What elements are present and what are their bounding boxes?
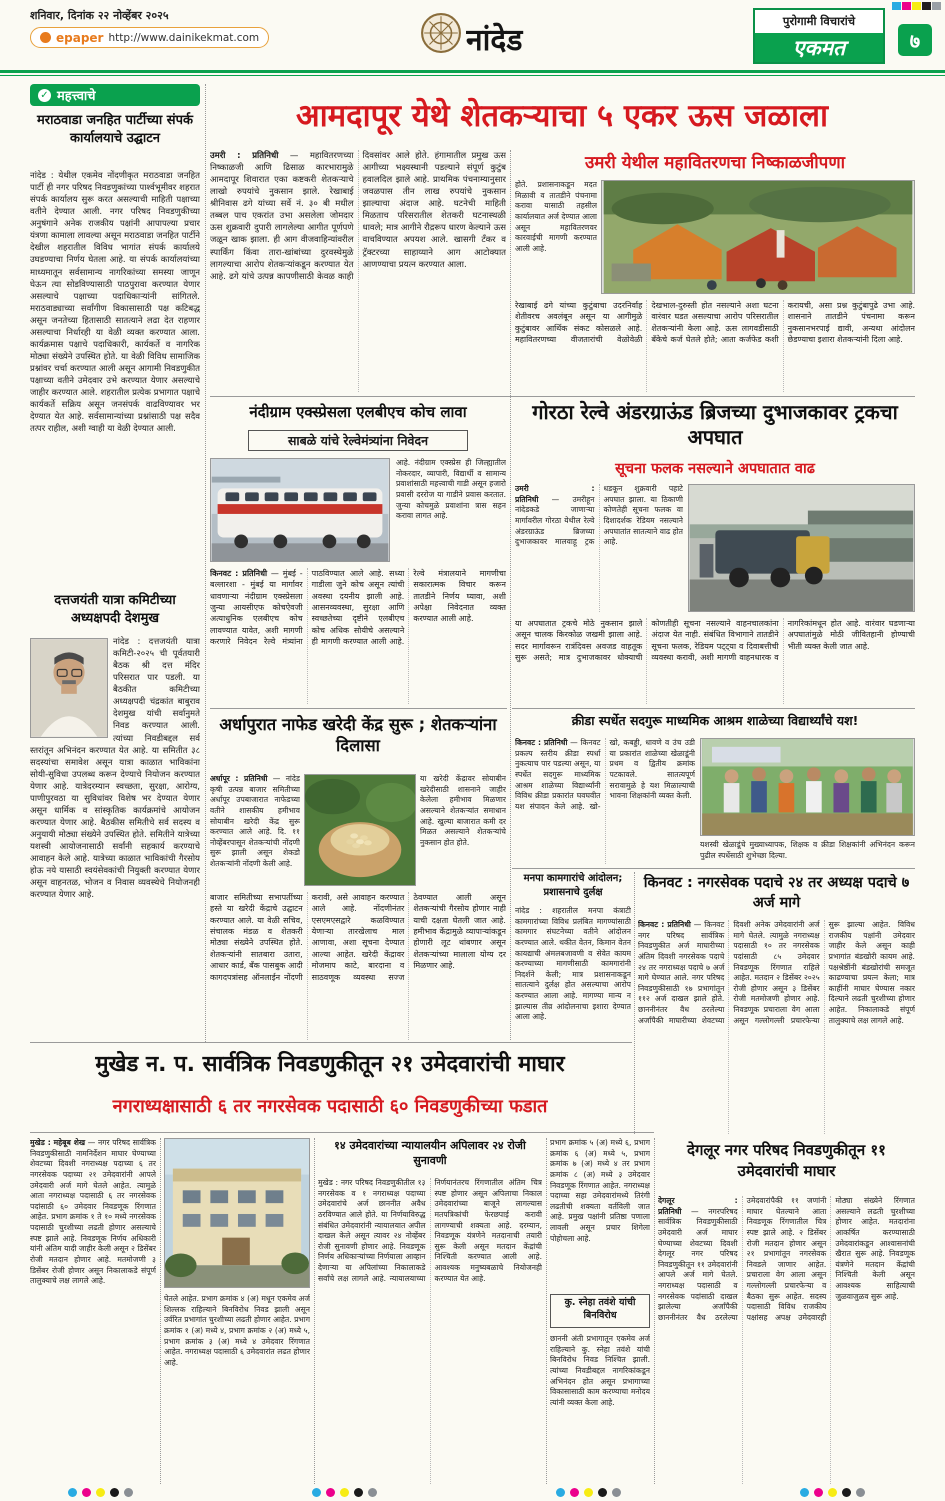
ardhapur-body-a: अर्धापूर : प्रतिनिधी — नांदेड कृषी उत्पन्न बाजार समितीच्या अर्धापूर उपबाजारात नाफेडच्या वतीने शासकीय हमीभाव सोयाबीन खरेदी केंद्र सुरू करण्यात आले आहे. दि. ११ नोव्हेंबरपासून शेतकऱ्यांची नोंदणी सुरू झाली असून शेकडो शेतकऱ्यांनी नोंदणी केली आहे. [210,774,300,868]
column-divider [654,1138,655,1484]
gortha-dateline: उमरी : प्रतिनिधी [515,484,595,504]
manpa-crosshead: मनपा कामगारांचे आंदोलन; प्रशासनाचे दुर्लक्ष [523,873,623,898]
municipal-building-photo [164,1138,310,1288]
ardhapur-headline: अर्धापुरात नाफेड खरेदी केंद्र सुरू ; शेतकऱ्यांना दिलासा [219,715,497,756]
mukhed-headline: मुखेड न. प. सार्वत्रिक निवडणुकीतून २१ उमेदवारांची माघार [95,1052,565,1077]
nandigram-headline: नंदीग्राम एक्स्प्रेसला एलबीएच कोच लावा [249,403,467,421]
lead-body-bottom: रेखाबाई ढगे यांच्या कुटुंबाचा उदरनिर्वाह शेतीवरच अवलंबून असून या आगीमुळे कुटुंबावर आर्थिक संकट कोसळले आहे. महावितरणच्या वीजतारांची वेळोवेळी देखभाल-दुरुस्ती होत नसल्याने अशा घटना वारंवार घडत असल्याचा आरोप परिसरातील शेतकऱ्यांनी केला आहे. ऊस लागवडीसाठी बँकेचे कर्ज घेतले होते; आता कर्जफेड कशी करायची, असा प्रश्न कुटुंबापुढे उभा आहे. शासनाने तातडीने पंचनामा करून नुकसानभरपाई द्यावी, अन्यथा आंदोलन छेडण्याचा इशारा शेतकऱ्यांनी दिला आहे. [515,301,915,345]
masthead-brand-box [753,8,885,64]
brand-tagline: पुरोगामी विचारांचे [782,14,856,28]
lead-body-left-text: महावितरणच्या निष्काळजी आणि ढिसाळ कारभारामुळे आमदापूर शिवारात एका कष्टकरी शेतकऱ्याचे लाखो रुपयांचे नुकसान झाले. रेखाबाई श्रीनिवास ढगे यांच्या सर्वे नं. ३० बी मधील तब्बल पाच एकरांत उभा असलेला जोमदार ऊस शुक्रवारी दुपारी लागलेल्या आगीत पूर्णपणे जळून खाक झाला. ही आग वीजवाहिन्यांवरील स्पार्किंग किंवा तारा-खांबांच्या दुरवस्थेमुळे लागल्याचा आरोप शेतकऱ्यांकडून करण्यात येत आहे. ढगे यांचे उत्पन्न कापणीसाठी केवळ काही दिवसांवर आले होते. हंगामातील प्रमुख ऊस आगीच्या भक्ष्यस्थानी पडल्याने संपूर्ण कुटुंब हवालदिल झाले आहे. प्राथमिक पंचनाम्यानुसार जवळपास तीन लाख रुपयांचे नुकसान झाल्याचा अंदाज आहे. घटनेची माहिती मिळताच परिसरातील शेतकरी घटनास्थळी धावले; मात्र आगीने रौद्ररूप धारण केल्याने ऊस वाचविण्यात अपयश आले. खासगी टँकर व ट्रॅक्टरच्या साहाय्याने आग आटोक्यात आणण्याचा प्रयत्न करण्यात आला. [210,151,506,282]
sidebar-section-tab [30,84,200,106]
gortha-body-left-text: उमरीहून नांदेडकडे जाणाऱ्या मार्गावरील गोरठा येथील रेल्वे अंडरग्राऊंड ब्रिजच्या दुभाजकावर मालवाहू ट्रक धडकून शुक्रवारी पहाटे अपघात झाला. या ठिकाणी कोणतेही सूचना फलक वा दिशादर्शक रेडियम नसल्याने अपघातांत सातत्याने वाढ होत आहे. [515,484,683,547]
page-number: ७ [898,24,932,56]
kinwat-body-text: किनवट नगर परिषद सार्वत्रिक निवडणुकीत अर्ज माघारीच्या अंतिम दिवशी नगरसेवक पदाचे २४ तर नगराध्यक्ष पदाचे ७ अर्ज मागे घेण्यात आले. नगर परिषद निवडणुकीसाठी १७ प्रभागांतून ११२ अर्ज दाखल झाले होते. छाननीनंतर वैध ठरलेल्या अर्जांपैकी माघारीच्या शेवटच्या दिवशी अनेक उमेदवारांनी अर्ज मागे घेतले. त्यामुळे नगराध्यक्ष पदासाठी १० तर नगरसेवक पदांसाठी ८५ उमेदवार निवडणूक रिंगणात राहिले आहेत. मतदान २ डिसेंबर २०२५ रोजी होणार असून ३ डिसेंबर रोजी मतमोजणी होणार आहे. निवडणूक प्रचाराला वेग आला असून गल्लोगल्ली प्रचारफेऱ्या सुरू झाल्या आहेत. विविध राजकीय पक्षांनी उमेदवार जाहीर केले असून काही प्रभागांत बंडखोरी कायम आहे. पक्षश्रेष्ठींनी बंडखोरांची समजूत काढण्याचा प्रयत्न केला; मात्र काहींनी माघार घेण्यास नकार दिल्याने लढती चुरशीच्या होणार आहेत. निकालाकडे संपूर्ण तालुक्याचे लक्ष लागले आहे. [638,920,915,1025]
column-divider [160,1138,161,1484]
column-divider [634,872,635,1134]
lead-dateline: उमरी : प्रतिनिधी [210,151,279,161]
sneha-crosshead: कु. स्नेहा तवंशे यांची बिनविरोध [550,1294,650,1328]
nandigram-dateline: किनवट : प्रतिनिधी [210,569,268,578]
gortha-headline: गोरठा रेल्वे अंडरग्राऊंड ब्रिजच्या दुभाजकावर ट्रकचा अपघात [532,400,898,449]
nandigram-subhead: साबळे यांचे रेल्वेमंत्र्यांना निवेदन [248,430,468,451]
section-divider [512,868,915,869]
column-divider [510,150,511,1040]
degloor-body: देगलूर : प्रतिनिधी — नगरपरिषद सार्वत्रिक निवडणुकीसाठी उमेदवारी अर्ज माघार घेण्याच्या शेवटच्या दिवशी देगलूर नगर परिषद निवडणुकीतून ११ उमेदवारांनी आपले अर्ज मागे घेतले. नगराध्यक्ष पदासाठी व नगरसेवक पदांसाठी दाखल झालेल्या अर्जांपैकी छाननीनंतर वैध ठरलेल्या उमेदवारांपैकी ११ जणांनी माघार घेतल्याने आता निवडणूक रिंगणातील चित्र स्पष्ट झाले आहे. २ डिसेंबर रोजी मतदान होणार असून २१ प्रभागांतून नगरसेवक निवडले जाणार आहेत. प्रचाराला वेग आला असून गल्लोगल्ली प्रचारफेऱ्या व बैठका सुरू आहेत. सदस्य पदासाठी विविध राजकीय पक्षांसह अपक्ष उमेदवारही मोठ्या संख्येने रिंगणात असल्याने लढती चुरशीच्या होणार आहेत. मतदारांना आकर्षित करण्यासाठी उमेदवारांकडून आश्वासनांची खैरात सुरू आहे. निवडणूक यंत्रणेने मतदान केंद्रांची निश्चिती केली असून आवश्यक साहित्याची जुळवाजुळव सुरू आहे. [658,1196,915,1322]
mukhed-body-b: घेतले आहेत. प्रभाग क्रमांक ४ (अ) मधून एकमेव अर्ज शिल्लक राहिल्याने बिनविरोध निवड झाली असून उर्वरित प्रभागांत चुरशीच्या लढती होणार आहेत. प्रभाग क्रमांक १ (अ) मध्ये ४, प्रभाग क्रमांक २ (अ) मध्ये ५, प्रभाग क्रमांक ३ (अ) मध्ये ४ उमेदवार रिंगणात आहेत. नगराध्यक्ष पदासाठी ६ उमेदवारांत लढत होणार आहे. [164,1294,310,1367]
sidebar-article2-text: नांदेड : दत्तजयंती यात्रा कमिटी-२०२५ ची पूर्वतयारी बैठक श्री दत्त मंदिर परिसरात पार पडली. या बैठकीत कमिटीच्या अध्यक्षपदी चंद्रकांत बाबुराव देशमुख यांची सर्वानुमते निवड करण्यात आली. त्यांच्या निवडीबद्दल सर्व स्तरांतून अभिनंदन करण्यात येत आहे. या समितीत ३८ सदस्यांचा समावेश असून यात्रा काळात भाविकांना सोयी-सुविधा उपलब्ध करून देण्याचे नियोजन करण्यात येणार आहे. यात्रेदरम्यान स्वच्छता, सुरक्षा, आरोग्य, पाणीपुरवठा या सुविधांवर विशेष भर देण्यात येणार असून धार्मिक व सांस्कृतिक कार्यक्रमांचे आयोजन करण्यात येणार आहे. बैठकीस समितीचे सर्व सदस्य व अनुयायी मोठ्या संख्येने उपस्थित होते. समितीने यात्रेच्या यशस्वी आयोजनासाठी सर्वांनी सहकार्य करण्याचे आवाहन केले आहे. यात्रेच्या काळात भाविकांची गैरसोय होऊ नये यासाठी स्वयंसेवकांची नियुक्ती करण्यात येणार असून वाहनतळ, भोजन व निवास व्यवस्थेचे नियोजनही करण्यात येणार आहे. [30,637,200,901]
sports-award-photo [700,738,915,836]
ardhapur-dateline: अर्धापूर : प्रतिनिधी [210,774,268,783]
sidebar-article2-headline: दत्तजयंती यात्रा कमिटीच्या अध्यक्षपदी देशमुख [54,593,176,626]
sidebar-section-title: महत्त्वाचे [57,89,96,104]
krida-dateline: किनवट : प्रतिनिधी [515,738,568,747]
nandigram-body: किनवट : प्रतिनिधी — मुंबई - बल्लारशा - मुंबई या मार्गावर धावणाऱ्या नंदीग्राम एक्स्प्रेसला जुन्या आयसीएफ कोचऐवजी अत्याधुनिक एलबीएच कोच लावण्यात यावेत, अशी मागणी करणारे निवेदन रेल्वे मंत्र्यांना पाठविण्यात आले आहे. सध्या गाडीला जुने कोच असून त्यांची अवस्था दयनीय झाली आहे. आसनव्यवस्था, सुरक्षा आणि स्वच्छतेच्या दृष्टीने एलबीएच कोच अधिक सोयीचे असल्याने ही मागणी करण्यात आली आहे. रेल्वे मंत्रालयाने मागणीचा सकारात्मक विचार करून तातडीने निर्णय घ्यावा, अशी अपेक्षा निवेदनात व्यक्त करण्यात आली आहे. [210,569,506,647]
section-divider [210,396,915,397]
court-crosshead: १४ उमेदवारांच्या न्यायालयीन अपिलावर २४ रोजी सुनावणी [334,1139,526,1168]
ardhapur-body-b: या खरेदी केंद्रावर सोयाबीन खरेदीसाठी शासनाने जाहीर केलेला हमीभाव मिळणार असल्याने शेतकऱ्यांत समाधान आहे. खुल्या बाजारात कमी दर मिळत असल्याने शेतकऱ्यांचे नुकसान होत होते. [420,774,506,847]
krida-body: किनवट : प्रतिनिधी — किनवट प्रकल्प स्तरीय क्रीडा स्पर्धा नुकत्याच पार पडल्या असून, या स्पर्धेत सदगुरू माध्यमिक आश्रम शाळेच्या विद्यार्थ्यांनी विविध क्रीडा प्रकारांत घवघवीत यश संपादन केले आहे. खो-खो, कबड्डी, धावणे व उंच उडी या प्रकारांत शाळेच्या खेळाडूंनी प्रथम व द्वितीय क्रमांक पटकावले. सातत्यपूर्ण सरावामुळे हे यश मिळाल्याची भावना शिक्षकांनी व्यक्त केली. [515,738,695,811]
kinwat-body: किनवट : प्रतिनिधी — किनवट नगर परिषद सार्वत्रिक निवडणुकीत अर्ज माघारीच्या अंतिम दिवशी नगरसेवक पदाचे २४ तर नगराध्यक्ष पदाचे ७ अर्ज मागे घेण्यात आले. नगर परिषद निवडणुकीसाठी १७ प्रभागांतून ११२ अर्ज दाखल झाले होते. छाननीनंतर वैध ठरलेल्या अर्जांपैकी माघारीच्या शेवटच्या दिवशी अनेक उमेदवारांनी अर्ज मागे घेतले. त्यामुळे नगराध्यक्ष पदासाठी १० तर नगरसेवक पदांसाठी ८५ उमेदवार निवडणूक रिंगणात राहिले आहेत. मतदान २ डिसेंबर २०२५ रोजी होणार असून ३ डिसेंबर रोजी मतमोजणी होणार आहे. निवडणूक प्रचाराला वेग आला असून गल्लोगल्ली प्रचारफेऱ्या सुरू झाल्या आहेत. विविध राजकीय पक्षांनी उमेदवार जाहीर केले असून काही प्रभागांत बंडखोरी कायम आहे. पक्षश्रेष्ठींनी बंडखोरांची समजूत काढण्याचा प्रयत्न केला; मात्र काहींनी माघार घेण्यास नकार दिल्याने लढती चुरशीच्या होणार आहेत. निकालाकडे संपूर्ण तालुक्याचे लक्ष लागले आहे. [638,920,915,1025]
mukhed-body-d: प्रभाग क्रमांक ५ (अ) मध्ये ६, प्रभाग क्रमांक ६ (अ) मध्ये ५, प्रभाग क्रमांक ७ (अ) मध्ये ४ तर प्रभाग क्रमांक ८ (अ) मध्ये ३ उमेदवार निवडणूक रिंगणात आहेत. नगराध्यक्ष पदाच्या सहा उमेदवारांमध्ये तिरंगी लढतीची शक्यता वर्तविली जात आहे. प्रमुख पक्षांनी प्रतिष्ठा पणाला लावली असून प्रचार शिगेला पोहोचला आहे. [550,1138,650,1243]
globe-icon [40,32,51,43]
ardhapur-body-bottom: बाजार समितीच्या सभापतींच्या हस्ते या खरेदी केंद्राचे उद्घाटन करण्यात आले. या वेळी सचिव, संचालक मंडळ व शेतकरी मोठ्या संख्येने उपस्थित होते. शेतकऱ्यांनी सातबारा उतारा, आधार कार्ड, बँक पासबुक आदी कागदपत्रांसह ऑनलाईन नोंदणी करावी, असे आवाहन करण्यात आले आहे. नोंदणीनंतर एसएमएसद्वारे कळविण्यात येणाऱ्या तारखेलाच माल आणावा, अशा सूचना देण्यात आल्या आहेत. खरेदी केंद्रावर मोजमाप काटे, बारदाना व साठवणूक व्यवस्था सज्ज ठेवण्यात आली असून शेतकऱ्यांची गैरसोय होणार नाही याची दक्षता घेतली जात आहे. हमीभाव केंद्रामुळे व्यापाऱ्यांकडून होणारी लूट थांबणार असून शेतकऱ्यांच्या मालाला योग्य दर मिळणार आहे. [210,893,506,982]
section-divider [512,708,915,709]
masthead-rule-thin [0,75,945,76]
truck-accident-photo [688,484,915,612]
lead-body-side: होते. प्रशासनाकडून मदत मिळावी व तातडीने पंचनामा करावा यासाठी तहसील कार्यालयात अर्ज देण्यात आला असून महावितरणवर कारवाईची मागणी करण्यात आली आहे. [515,180,597,253]
registration-marks-bottom [800,1488,865,1497]
column-divider [314,1138,315,1484]
krida-body-under: यशस्वी खेळाडूंचे मुख्याध्यापक, शिक्षक व क्रीडा शिक्षकांनी अभिनंदन करून पुढील स्पर्धेसाठी शुभेच्छा दिल्या. [700,840,915,860]
epaper-label: epaper [56,30,104,45]
kinwat-headline: किनवट : नगरसेवक पदाचे २४ तर अध्यक्ष पदाचे ७ अर्ज मागे [643,875,910,911]
portrait-photo [30,638,108,738]
manpa-body: नांदेड : शहरातील मनपा कंत्राटी कामगारांच्या विविध प्रलंबित मागण्यांसाठी कामगार संघटनेच्या वतीने आंदोलन करण्यात आले. थकीत वेतन, किमान वेतन कायद्याची अंमलबजावणी व सेवेत कायम करण्याच्या मागणीसाठी कामगारांनी निदर्शने केली; मात्र प्रशासनाकडून सातत्याने दुर्लक्ष होत असल्याचा आरोप करण्यात आला आहे. मागण्या मान्य न झाल्यास तीव्र आंदोलनाचा इशारा देण्यात आला आहे. [515,906,631,1022]
mukhed-byline: मुखेड : महेबूब शेख [30,1138,86,1147]
masthead-emblem [420,12,462,54]
degloor-headline: देगलूर नगर परिषद निवडणुकीतून ११ उमेदवारांची माघार [687,1141,886,1180]
gortha-body-bottom: या अपघातात ट्रकचे मोठे नुकसान झाले असून चालक किरकोळ जखमी झाला आहे. सदर मार्गावरून रात्रंदिवस अवजड वाहतूक सुरू असते; मात्र दुभाजकावर धोक्याची कोणतीही सूचना नसल्याने वाहनचालकांना अंदाज येत नाही. संबंधित विभागाने तातडीने सूचना फलक, रेडियम पट्ट्या व दिवाबत्तीची व्यवस्था करावी, अशी मागणी वाहनधारक व नागरिकांमधून होत आहे. वारंवार घडणाऱ्या अपघातांमुळे मोठी जीवितहानी होण्याची भीती व्यक्त केली जात आहे. [515,619,915,663]
sidebar-article2-body [30,636,200,1040]
column-divider [205,84,206,1042]
mukhed-body-a-text: नगर परिषद सार्वत्रिक निवडणुकीसाठी नामनिर्देशन माघार घेण्याच्या शेवटच्या दिवशी नगराध्यक्ष पदाच्या ६ तर नगरसेवक पदाच्या २१ उमेदवारांनी आपले उमेदवारी अर्ज मागे घेतले आहेत. त्यामुळे आता नगराध्यक्ष पदासाठी ६ तर नगरसेवक पदांसाठी ६० उमेदवार निवडणूक रिंगणात आहेत. प्रभाग क्रमांक १ ते १० मध्ये नगरसेवक पदासाठी चुरशीच्या लढती होणार असल्याचे स्पष्ट झाले आहे. निवडणूक निर्णय अधिकारी यांनी अंतिम यादी जाहीर केली असून २ डिसेंबर रोजी मतदान होणार आहे. मतमोजणी ३ डिसेंबर रोजी होणार असून निकालाकडे संपूर्ण तालुक्याचे लक्ष लागले आहे. [30,1138,156,1286]
nandigram-body-side: आहे. नंदीग्राम एक्स्प्रेस ही जिल्ह्यातील नोकरदार, व्यापारी, विद्यार्थी व सामान्य प्रवाशांसाठी महत्त्वाची गाडी असून हजारो प्रवासी दररोज या गाडीने प्रवास करतात. जुन्या कोचमुळे प्रवाशांना त्रास सहन करावा लागत आहे. [396,458,506,521]
edition-title: नांदेड [466,23,523,58]
kinwat-dateline: किनवट : प्रतिनिधी [638,920,691,929]
sidebar-article1-body: नांदेड : येथील एकमेव नोंदणीकृत मराठवाडा जनहित पार्टी ही नगर परिषद निवडणुकांच्या पार्श्वभूमीवर शहरात संपर्क कार्यालय सुरू करत असल्याची माहिती पक्षाच्या वतीने देण्यात आली. नगर परिषद निवडणुकीच्या अनुषंगाने अनेक राजकीय पक्षांनी आपापल्या प्रचार यंत्रणा कामाला लावल्या असून मराठवाडा जनहित पार्टीने देखील शहरातील विविध भागांत संपर्क कार्यालये उघडण्याचा निर्णय घेतला आहे. या संपर्क कार्यालयांच्या माध्यमातून सर्वसामान्य नागरिकांच्या समस्या जाणून घेऊन त्या सोडविण्यासाठी पाठपुरावा करण्यात येणार असल्याचे पक्षाच्या पदाधिकाऱ्यांनी सांगितले. मराठवाड्याच्या सर्वांगीण विकासासाठी पक्ष कटिबद्ध असून जनतेच्या हितासाठी सातत्याने लढा देत राहणार असल्याचा निर्धारही या वेळी व्यक्त करण्यात आला. कार्यक्रमास पक्षाचे पदाधिकारी, कार्यकर्ते व नागरिक मोठ्या संख्येने उपस्थित होते. या वेळी विविध सामाजिक प्रश्नांवर चर्चा करण्यात आली असून आगामी निवडणुकीत पक्षाच्या वतीने उमेदवार उभे करण्यात येणार असल्याचे जाहीर करण्यात आले. शहरातील प्रत्येक प्रभागात पक्षाचे कार्यकर्ते सक्रिय असून जनसंपर्क वाढविण्यावर भर देण्यात येत आहे. सर्वसामान्यांच्या प्रश्नांसाठी पक्ष सदैव तत्पर राहील, अशी ग्वाही या वेळी देण्यात आली. [30,171,200,435]
sneha-body: छाननी अंती प्रभागातून एकमेव अर्ज राहिल्याने कु. स्नेहा तवंशे यांची बिनविरोध निवड निश्चित झाली. त्यांच्या निवडीबद्दल नागरिकांकडून अभिनंदन होत असून प्रभागाच्या विकासासाठी काम करण्याचा मनोदय त्यांनी व्यक्त केला आहे. [550,1334,650,1407]
mukhed-subhead: नगराध्यक्षासाठी ६ तर नगरसेवक पदासाठी ६० निवडणुकीच्या फडात [112,1096,548,1117]
court-body: मुखेड : नगर परिषद निवडणुकीतील १३ नगरसेवक व १ नगराध्यक्ष पदाच्या उमेदवारांचे अर्ज छाननीत अवैध ठरविण्यात आले होते. या निर्णयाविरुद्ध संबंधित उमेदवारांनी न्यायालयात अपील दाखल केले असून त्यावर २४ नोव्हेंबर रोजी सुनावणी होणार आहे. निवडणूक निर्णय अधिकाऱ्यांच्या निर्णयाला आव्हान देणाऱ्या या अपिलांच्या निकालाकडे सर्वांचे लक्ष लागले आहे. न्यायालयाच्या निर्णयानंतरच रिंगणातील अंतिम चित्र स्पष्ट होणार असून अपिलाचा निकाल उमेदवारांच्या बाजूने लागल्यास मतपत्रिकांची फेरछपाई करावी लागण्याची शक्यता आहे. दरम्यान, निवडणूक यंत्रणेने मतदानाची तयारी सुरू केली असून मतदान केंद्रांची निश्चिती करण्यात आली आहे. आवश्यक मनुष्यबळाचे नियोजनही करण्यात येत आहे. [318,1178,542,1283]
lead-photo [601,180,915,294]
krida-body-text: किनवट प्रकल्प स्तरीय क्रीडा स्पर्धा नुकत्याच पार पडल्या असून, या स्पर्धेत सदगुरू माध्यमिक आश्रम शाळेच्या विद्यार्थ्यांनी विविध क्रीडा प्रकारांत घवघवीत यश संपादन केले आहे. खो-खो, कबड्डी, धावणे व उंच उडी या प्रकारांत शाळेच्या खेळाडूंनी प्रथम व द्वितीय क्रमांक पटकावले. सातत्यपूर्ण सरावामुळे हे यश मिळाल्याची भावना शिक्षकांनी व्यक्त केली. [515,738,695,811]
section-divider [210,708,507,709]
train-photo [210,458,390,562]
masthead-rule-thick [0,70,945,73]
degloor-body-text: नगरपरिषद सार्वत्रिक निवडणुकीसाठी उमेदवारी अर्ज माघार घेण्याच्या शेवटच्या दिवशी देगलूर नगर परिषद निवडणुकीतून ११ उमेदवारांनी आपले अर्ज मागे घेतले. नगराध्यक्ष पदासाठी व नगरसेवक पदांसाठी दाखल झालेल्या अर्जांपैकी छाननीनंतर वैध ठरलेल्या उमेदवारांपैकी ११ जणांनी माघार घेतल्याने आता निवडणूक रिंगणातील चित्र स्पष्ट झाले आहे. २ डिसेंबर रोजी मतदान होणार असून २१ प्रभागांतून नगरसेवक निवडले जाणार आहेत. प्रचाराला वेग आला असून गल्लोगल्ली प्रचारफेऱ्या व बैठका सुरू आहेत. सदस्य पदासाठी विविध राजकीय पक्षांसह अपक्ष उमेदवारही मोठ्या संख्येने रिंगणात असल्याने लढती चुरशीच्या होणार आहेत. मतदारांना आकर्षित करण्यासाठी उमेदवारांकडून आश्वासनांची खैरात सुरू आहे. निवडणूक यंत्रणेने मतदान केंद्रांची निश्चिती केली असून आवश्यक साहित्याची जुळवाजुळव सुरू आहे. [658,1196,915,1322]
registration-marks-top [892,2,941,10]
epaper-link[interactable] [30,27,269,48]
epaper-url[interactable]: http://www.dainikekmat.com [108,31,260,44]
gortha-subhead: सूचना फलक नसल्याने अपघातात वाढ [615,461,815,477]
sidebar-article1-headline: मराठवाडा जनहित पार्टीच्या संपर्क कार्यालयाचे उद्घाटन [37,113,193,146]
lead-headline: आमदापूर येथे शेतकऱ्याचा ५ एकर ऊस जळाला [295,98,829,134]
mukhed-body-a: मुखेड : महेबूब शेख — नगर परिषद सार्वत्रिक निवडणुकीसाठी नामनिर्देशन माघार घेण्याच्या शेवटच्या दिवशी नगराध्यक्ष पदाच्या ६ तर नगरसेवक पदाच्या २१ उमेदवारांनी आपले उमेदवारी अर्ज मागे घेतले आहेत. त्यामुळे आता नगराध्यक्ष पदासाठी ६ तर नगरसेवक पदांसाठी ६० उमेदवार निवडणूक रिंगणात आहेत. प्रभाग क्रमांक १ ते १० मध्ये नगरसेवक पदासाठी चुरशीच्या लढती होणार असल्याचे स्पष्ट झाले आहे. निवडणूक निर्णय अधिकारी यांनी अंतिम यादी जाहीर केली असून २ डिसेंबर रोजी मतदान होणार आहे. मतमोजणी ३ डिसेंबर रोजी होणार असून निकालाकडे संपूर्ण तालुक्याचे लक्ष लागले आहे. [30,1138,156,1286]
date-line: शनिवार, दिनांक २२ नोव्हेंबर २०२५ [30,9,169,22]
registration-marks-bottom [556,1488,621,1497]
ardhapur-body-a-text: नांदेड कृषी उत्पन्न बाजार समितीच्या अर्धापूर उपबाजारात नाफेडच्या वतीने शासकीय हमीभाव सोयाबीन खरेदी केंद्र सुरू करण्यात आले आहे. दि. ११ नोव्हेंबरपासून शेतकऱ्यांची नोंदणी सुरू झाली असून शेकडो शेतकऱ्यांनी नोंदणी केली आहे. [210,774,300,868]
section-divider [30,1132,654,1133]
gortha-body-left: उमरी : प्रतिनिधी — उमरीहून नांदेडकडे जाणाऱ्या मार्गावरील गोरठा येथील रेल्वे अंडरग्राऊंड ब्रिजच्या दुभाजकावर मालवाहू ट्रक धडकून शुक्रवारी पहाटे अपघात झाला. या ठिकाणी कोणतेही सूचना फलक वा दिशादर्शक रेडियम नसल्याने अपघातांत सातत्याने वाढ होत आहे. [515,484,683,547]
check-icon: ✓ [38,89,51,102]
section-divider [30,1042,632,1043]
lead-body-left: उमरी : प्रतिनिधी — महावितरणच्या निष्काळजी आणि ढिसाळ कारभारामुळे आमदापूर शिवारात एका कष्टकरी शेतकऱ्याचे लाखो रुपयांचे नुकसान झाले. रेखाबाई श्रीनिवास ढगे यांच्या सर्वे नं. ३० बी मधील तब्बल पाच एकरांत उभा असलेला जोमदार ऊस शुक्रवारी दुपारी लागलेल्या आगीत पूर्णपणे जळून खाक झाला. ही आग वीजवाहिन्यांवरील स्पार्किंग किंवा तारा-खांबांच्या दुरवस्थेमुळे लागल्याचा आरोप शेतकऱ्यांकडून करण्यात येत आहे. ढगे यांचे उत्पन्न कापणीसाठी केवळ काही दिवसांवर आले होते. हंगामातील प्रमुख ऊस आगीच्या भक्ष्यस्थानी पडल्याने संपूर्ण कुटुंब हवालदिल झाले आहे. प्राथमिक पंचनाम्यानुसार जवळपास तीन लाख रुपयांचे नुकसान झाल्याचा अंदाज आहे. घटनेची माहिती मिळताच परिसरातील शेतकरी घटनास्थळी धावले; मात्र आगीने रौद्ररूप धारण केल्याने ऊस वाचविण्यात अपयश आले. खासगी टँकर व ट्रॅक्टरच्या साहाय्याने आग आटोक्यात आणण्याचा प्रयत्न करण्यात आला. [210,151,506,282]
grain-hands-photo [304,774,416,886]
krida-headline: क्रीडा स्पर्धेत सदगुरू माध्यमिक आश्रम शाळेच्या विद्यार्थ्यांचे यश! [571,713,859,728]
brand-name: एकमत [755,33,883,62]
column-divider [546,1138,547,1484]
registration-marks-bottom [312,1488,377,1497]
registration-marks-bottom [68,1488,133,1497]
degloor-dateline: देगलूर : प्रतिनिधी [658,1196,738,1216]
nandigram-body-text: मुंबई - बल्लारशा - मुंबई या मार्गावर धावणाऱ्या नंदीग्राम एक्स्प्रेसला जुन्या आयसीएफ कोचऐवजी अत्याधुनिक एलबीएच कोच लावण्यात यावेत, अशी मागणी करणारे निवेदन रेल्वे मंत्र्यांना पाठविण्यात आले आहे. सध्या गाडीला जुने कोच असून त्यांची अवस्था दयनीय झाली आहे. आसनव्यवस्था, सुरक्षा आणि स्वच्छतेच्या दृष्टीने एलबीएच कोच अधिक सोयीचे असल्याने ही मागणी करण्यात आली आहे. रेल्वे मंत्रालयाने मागणीचा सकारात्मक विचार करून तातडीने निर्णय घ्यावा, अशी अपेक्षा निवेदनात व्यक्त करण्यात आली आहे. [210,569,506,647]
lead-subhead: उमरी येथील महावितरणचा निष्काळजीपणा [584,153,846,173]
